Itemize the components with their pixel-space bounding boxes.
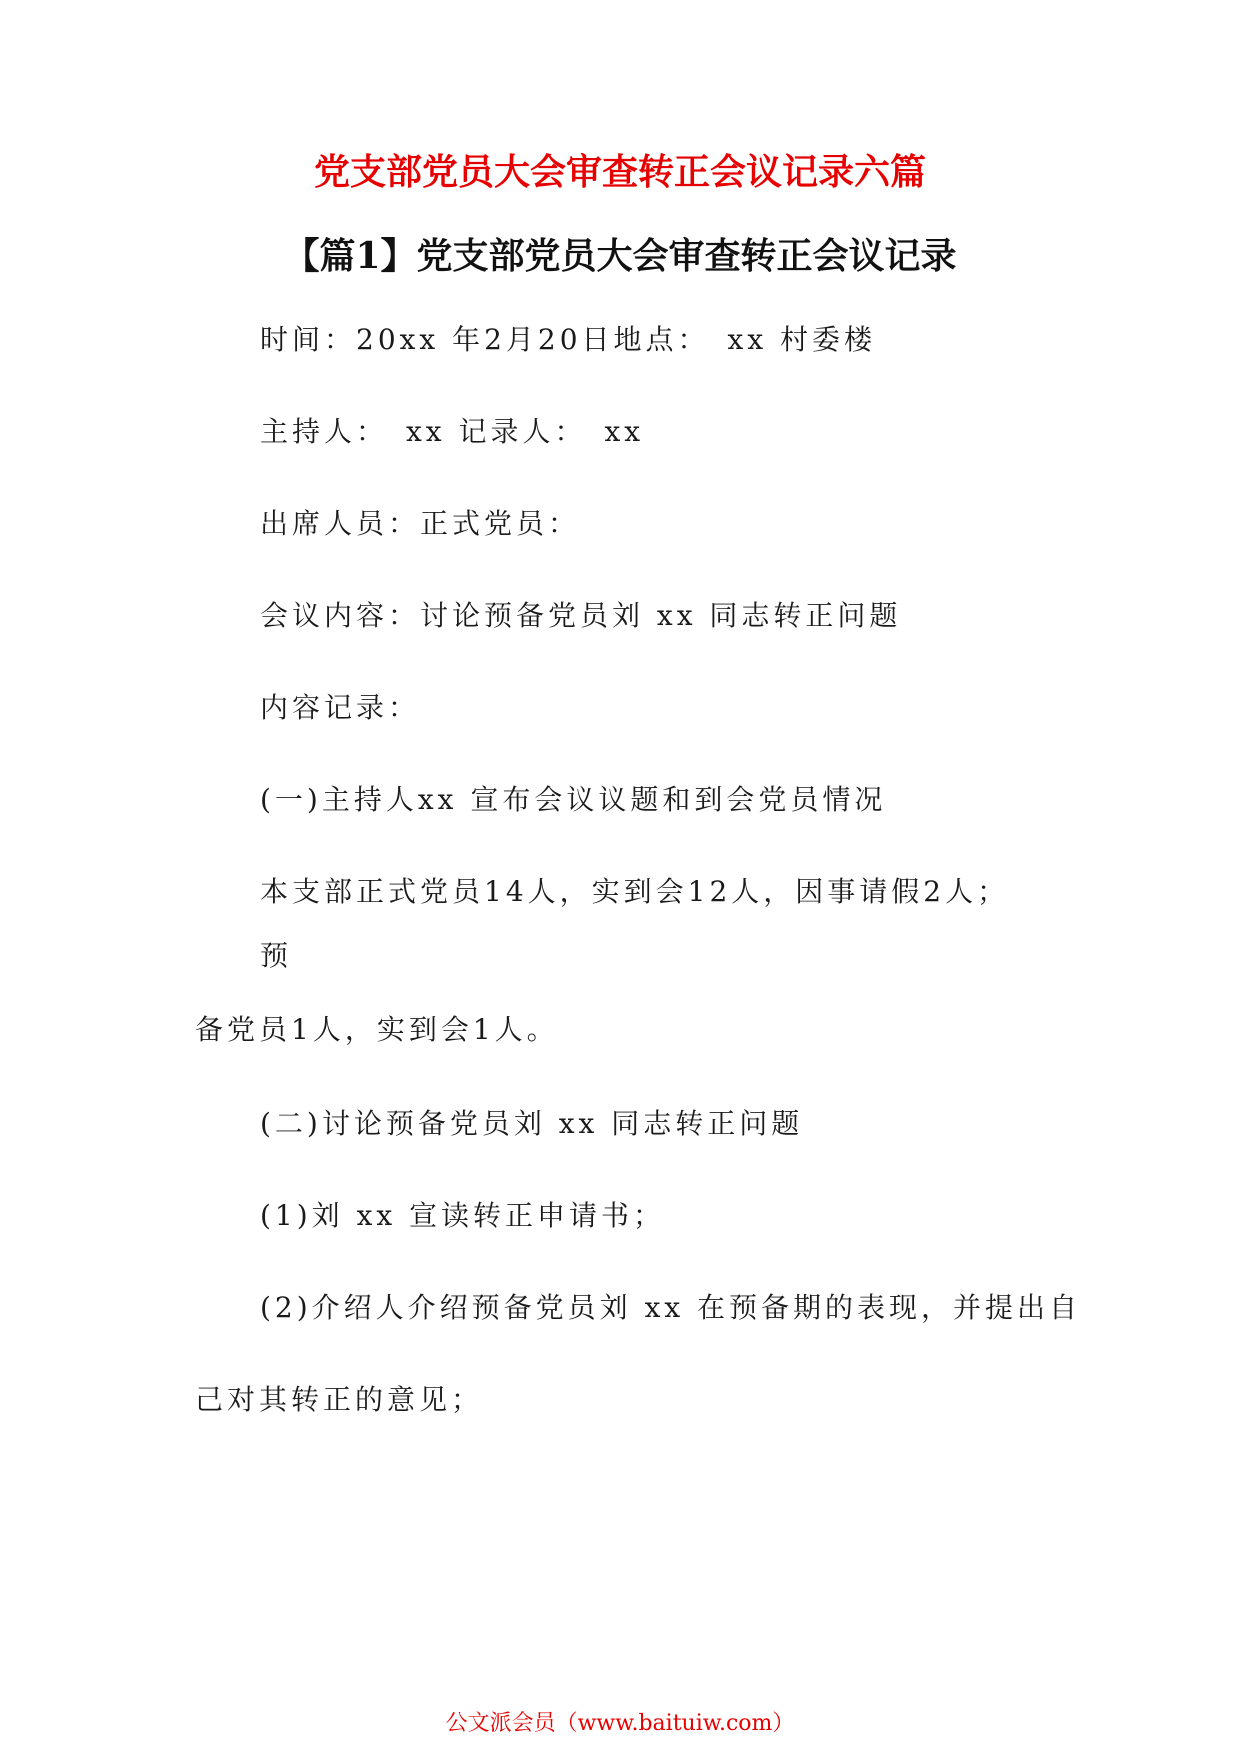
attendance-line-2: 备党员1人，实到会1人。	[195, 1013, 559, 1046]
step-two-line-1: (2)介绍人介绍预备党员刘 xx 在预备期的表现，并提出自	[260, 1291, 1082, 1324]
attendance-line-1-wrap: 预	[260, 939, 293, 972]
item-one: (一)主持人xx 宣布会议议题和到会党员情况	[260, 783, 887, 816]
step-two-line-2: 己对其转正的意见；	[195, 1383, 484, 1416]
meeting-content: 会议内容：讨论预备党员刘 xx 同志转正问题	[260, 599, 902, 632]
attendees: 出席人员：正式党员：	[260, 507, 581, 540]
section-title: 【篇1】党支部党员大会审查转正会议记录	[283, 235, 957, 277]
item-two: (二)讨论预备党员刘 xx 同志转正问题	[260, 1107, 804, 1140]
attendance-line-1: 本支部正式党员14人，实到会12人，因事请假2人；	[260, 875, 1010, 908]
meeting-time-location: 时间：20xx 年2月20日地点： xx 村委楼	[260, 323, 877, 356]
document-title: 党支部党员大会审查转正会议记录六篇	[313, 151, 926, 193]
host-recorder: 主持人： xx 记录人： xx	[260, 415, 645, 448]
step-one: (1)刘 xx 宣读转正申请书；	[260, 1199, 666, 1232]
footer-watermark: 公文派会员（www.baituiw.com）	[445, 1711, 795, 1736]
record-heading: 内容记录：	[260, 691, 421, 724]
